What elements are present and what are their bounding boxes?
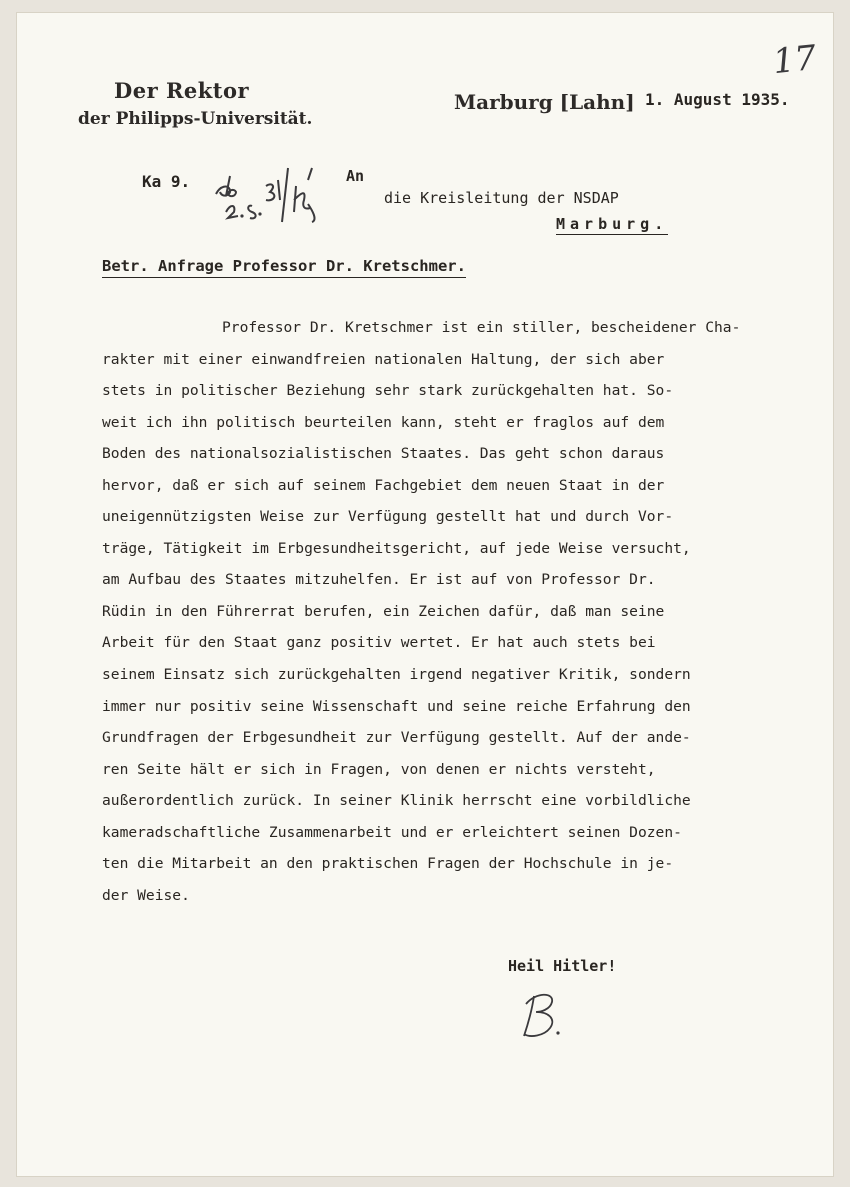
page-number: 17: [771, 37, 819, 83]
body-line: träge, Tätigkeit im Erbgesundheitsgericht, auf jede Weise versucht,: [102, 539, 691, 557]
body-line: weit ich ihn politisch beurteilen kann, steht er fraglos auf dem: [102, 413, 665, 431]
body-line: seinem Einsatz sich zurückgehalten irgend negativer Kritik, sondern: [102, 666, 691, 684]
body-line: kameradschaftliche Zusammenarbeit und er erleichtert seinen Dozen-: [102, 823, 682, 841]
body-line: am Aufbau des Staates mitzuhelfen. Er ist auf von Professor Dr.: [102, 571, 656, 589]
closing-salutation: Heil Hitler!: [508, 957, 617, 975]
body-line: uneigennützigsten Weise zur Verfügung gestellt hat und durch Vor-: [102, 508, 674, 526]
body-line: Arbeit für den Staat ganz positiv wertet. Er hat auch stets bei: [102, 634, 656, 652]
reference-number: Ka 9.: [142, 172, 191, 191]
letter-body: [102, 312, 842, 911]
letterhead-organization: der Philipps-Universität.: [78, 109, 313, 129]
body-line: immer nur positiv seine Wissenschaft und seine reiche Erfahrung den: [102, 697, 691, 715]
body-line: Grundfragen der Erbgesundheit zur Verfügung gestellt. Auf der ande-: [102, 729, 691, 747]
addressee-line-1: die Kreisleitung der NSDAP: [384, 189, 619, 207]
letterhead-title: Der Rektor: [114, 78, 250, 103]
addressee-line-2: Marburg.: [556, 215, 669, 233]
addressee-label: An: [346, 167, 365, 185]
body-line: Rüdin in den Führerrat berufen, ein Zeichen dafür, daß man seine: [102, 602, 665, 620]
body-line: außerordentlich zurück. In seiner Klinik herrscht eine vorbildliche: [102, 792, 691, 810]
body-line: hervor, daß er sich auf seinem Fachgebiet dem neuen Staat in der: [102, 476, 665, 494]
place-name: Marburg [Lahn]: [454, 90, 635, 114]
body-line: stets in politischer Beziehung sehr stark zurückgehalten hat. So-: [102, 382, 674, 400]
body-line: ten die Mitarbeit an den praktischen Fragen der Hochschule in je-: [102, 855, 674, 873]
letter-date: 1. August 1935.: [645, 90, 790, 109]
body-line: ren Seite hält er sich in Fragen, von denen er nichts versteht,: [102, 760, 656, 778]
body-line: der Weise.: [102, 886, 190, 904]
body-line: Boden des nationalsozialistischen Staates. Das geht schon daraus: [102, 445, 665, 463]
subject-line: Betr. Anfrage Professor Dr. Kretschmer.: [102, 257, 466, 278]
body-line: Professor Dr. Kretschmer ist ein stiller, bescheidener Cha-: [222, 319, 741, 336]
signature-drawing: [514, 986, 584, 1046]
body-line: rakter mit einer einwandfreien nationalen Haltung, der sich aber: [102, 350, 665, 368]
signature-image: [514, 986, 584, 1046]
letter-page: [16, 12, 834, 1177]
